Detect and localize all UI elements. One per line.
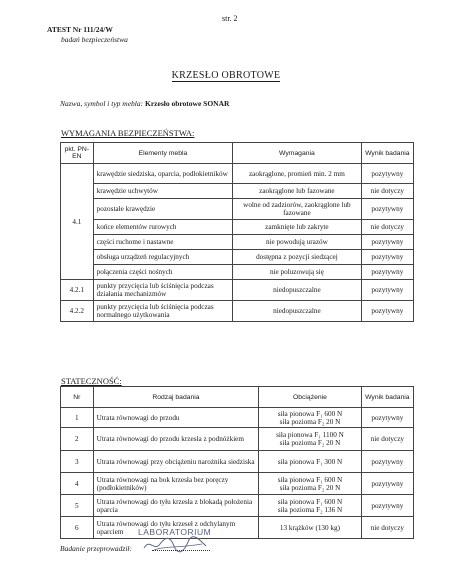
type-cell: Utrata równowagi do tyłu krzesła z blokadą położenia oparcia <box>93 495 259 517</box>
tested-by-label: Badanie przeprowadził: <box>60 544 133 553</box>
load-cell <box>259 408 361 428</box>
result-cell: pozytywny <box>361 473 413 495</box>
stability-header-row <box>61 387 414 408</box>
table-row <box>61 408 414 428</box>
element-cell: pozostałe krawędzie <box>93 199 232 220</box>
req-cell: nie powodują urazów <box>233 235 362 250</box>
result-cell: pozytywny <box>361 235 413 250</box>
result-cell: pozytywny <box>361 408 413 428</box>
table-row <box>61 451 414 473</box>
safety-heading: WYMAGANIA BEZPIECZEŃSTWA: <box>61 128 195 138</box>
safety-header-row <box>61 143 414 164</box>
req-cell: wolne od zadziorów, zaokrąglone lub fazowane <box>233 199 362 220</box>
load-cell <box>259 495 361 517</box>
pkt-cell: 4.2.2 <box>61 301 94 322</box>
col-wynik: Wynik badania <box>361 143 413 164</box>
load-cell <box>259 451 361 473</box>
atest-number: ATEST Nr 111/24/W <box>47 25 113 34</box>
stability-table <box>60 386 414 539</box>
type-cell: Utrata równowagi do przodu <box>93 408 259 428</box>
load-line-1: siła pionowa F₁ 1100 N <box>276 431 344 439</box>
table-row <box>61 495 414 517</box>
load-line-1: siła pionowa F₁ 600 N <box>277 409 343 418</box>
product-name-value: Krzesło obrotowe SONAR <box>145 99 230 108</box>
table-row <box>61 517 414 539</box>
document-title <box>0 70 452 81</box>
nr-cell: 2 <box>61 428 94 451</box>
element-cell: końce elementów rurowych <box>93 220 232 235</box>
req-cell: niedopuszczalne <box>233 301 362 322</box>
col-wynik: Wynik badania <box>361 387 413 408</box>
load-line-1: siła pionowa F₁ 300 N <box>277 457 343 466</box>
page-number: str. 2 <box>222 14 238 23</box>
signature-line <box>152 550 210 551</box>
load-line-2: siła pozioma F₂ 20 N <box>279 439 341 447</box>
result-cell: pozytywny <box>361 301 413 322</box>
element-cell: krawędzie uchwytów <box>93 184 232 199</box>
signature-icon <box>140 532 212 556</box>
table-row <box>61 184 414 199</box>
result-cell: pozytywny <box>361 265 413 280</box>
result-cell: pozytywny <box>361 164 413 184</box>
result-cell: pozytywny <box>361 250 413 265</box>
stability-heading: STATECZNOŚĆ: <box>61 376 122 386</box>
req-cell: zaokrąglone lub fazowane <box>233 184 362 199</box>
req-cell: dostępna z pozycji siedzącej <box>233 250 362 265</box>
product-name-line <box>60 99 229 108</box>
type-cell: Utrata równowagi na bok krzesła bez poręczy (podłokietników) <box>93 473 259 495</box>
type-cell: Utrata równowagi do tyłu krzeseł z odchylanym oparciem <box>93 517 259 539</box>
nr-cell: 4 <box>61 473 94 495</box>
atest-subtitle: badań bezpieczeństwa <box>61 35 128 44</box>
req-cell: niedopuszczalne <box>233 280 362 301</box>
load-line-1: siła pionowa F₁ 600 N <box>277 475 343 484</box>
nr-cell: 5 <box>61 495 94 517</box>
type-cell: Utrata równowagi do przodu krzesła z podnóżkiem <box>93 428 259 451</box>
col-obciazenie: Obciążenie <box>259 387 361 408</box>
col-wymagania: Wymagania <box>233 143 362 164</box>
nr-cell: 1 <box>61 408 94 428</box>
table-row <box>61 250 414 265</box>
col-elementy: Elementy mebla <box>93 143 232 164</box>
result-cell: nie dotyczy <box>361 428 413 451</box>
result-cell: nie dotyczy <box>361 220 413 235</box>
col-pkt: pkt. PN-EN <box>61 143 94 164</box>
load-line-2: siła pozioma F₂ 136 N <box>277 505 343 514</box>
table-row <box>61 265 414 280</box>
laboratory-stamp: LABORATORIUM <box>138 527 212 537</box>
req-cell: zaokrąglone, promień min. 2 mm <box>233 164 362 184</box>
result-cell: pozytywny <box>361 199 413 220</box>
element-cell: połączenia części nośnych <box>93 265 232 280</box>
result-cell: pozytywny <box>361 495 413 517</box>
document-title-text: KRZESŁO OBROTOWE <box>171 70 281 81</box>
req-cell: zamknięte lub zakryte <box>233 220 362 235</box>
element-cell: krawędzie siedziska, oparcia, podłokietników <box>93 164 232 184</box>
req-cell: nie poluzowują się <box>233 265 362 280</box>
col-nr: Nr <box>61 387 94 408</box>
pkt-cell: 4.1 <box>61 164 94 280</box>
nr-cell: 6 <box>61 517 94 539</box>
load-line-1: siła pionowa F₁ 600 N <box>277 497 343 506</box>
result-cell: nie dotyczy <box>361 517 413 539</box>
load-line-2: siła pozioma F₂ 20 N <box>279 417 341 426</box>
table-row <box>61 301 414 322</box>
table-row <box>61 220 414 235</box>
type-cell: Utrata równowagi przy obciążeniu narożnika siedziska <box>93 451 259 473</box>
element-cell: punkty przycięcia lub ściśnięcia podczas normalnego użytkowania <box>93 301 232 322</box>
load-line-2: siła pozioma F₂ 20 N <box>279 483 341 492</box>
load-cell <box>259 473 361 495</box>
table-row <box>61 280 414 301</box>
col-rodzaj: Rodzaj badania <box>93 387 259 408</box>
element-cell: punkty przycięcia lub ściśnięcia podczas działania mechanizmów <box>93 280 232 301</box>
safety-table <box>60 142 414 322</box>
table-row <box>61 199 414 220</box>
load-line-1: 13 krążków (130 kg) <box>279 523 341 532</box>
result-cell: nie dotyczy <box>361 184 413 199</box>
element-cell: części ruchome i nastawne <box>93 235 232 250</box>
product-name-label: Nazwa, symbol i typ mebla: <box>60 99 144 108</box>
table-row <box>61 473 414 495</box>
pkt-cell: 4.2.1 <box>61 280 94 301</box>
load-cell <box>259 428 361 451</box>
result-cell: pozytywny <box>361 451 413 473</box>
nr-cell: 3 <box>61 451 94 473</box>
load-cell <box>259 517 361 539</box>
table-row <box>61 428 414 451</box>
table-row <box>61 164 414 184</box>
table-row <box>61 235 414 250</box>
element-cell: obsługa urządzeń regulacyjnych <box>93 250 232 265</box>
result-cell: pozytywny <box>361 280 413 301</box>
